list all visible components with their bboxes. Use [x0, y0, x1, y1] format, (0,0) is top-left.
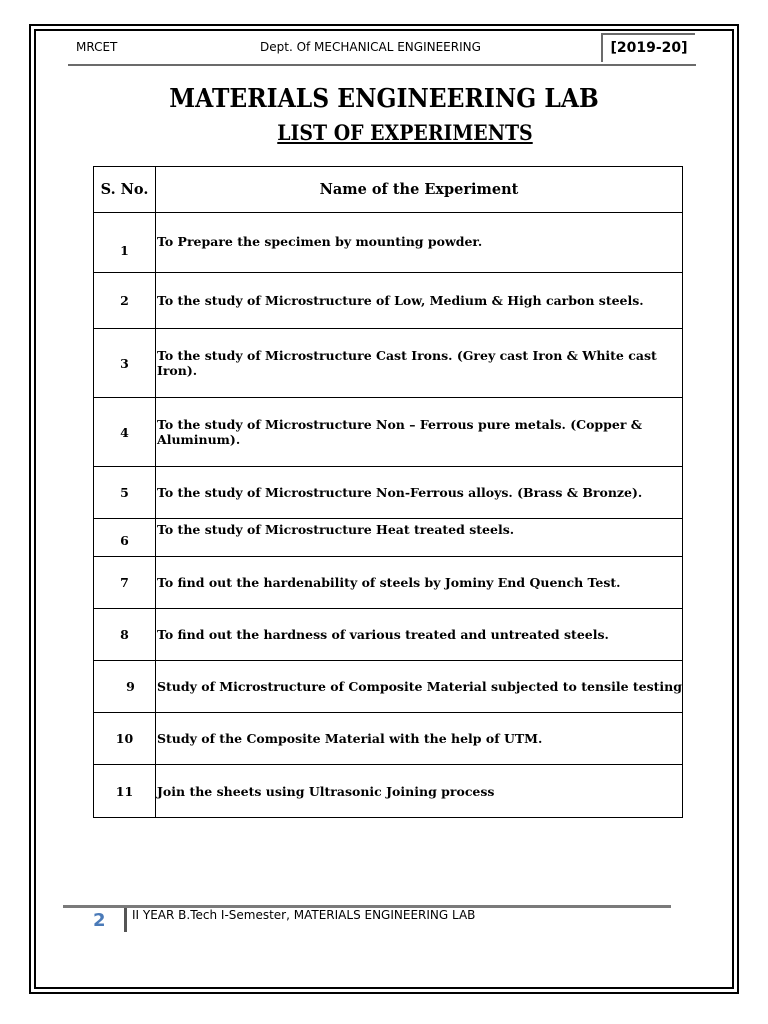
serial-number-cell: 1 — [94, 213, 156, 273]
table-header-row — [94, 167, 683, 213]
serial-number-cell: 10 — [94, 713, 156, 765]
experiment-name-cell: Study of the Composite Material with the help of UTM. — [156, 713, 683, 765]
document-title: MATERIALS ENGINEERING LAB — [169, 84, 599, 114]
table-row — [94, 713, 683, 765]
experiment-name-cell: To find out the hardness of various treated and untreated steels. — [156, 609, 683, 661]
table-row — [94, 661, 683, 713]
serial-number-cell: 9 — [94, 661, 156, 713]
experiment-name-cell: To the study of Microstructure Heat treated steels. — [156, 519, 683, 557]
department-name: Dept. Of MECHANICAL ENGINEERING — [260, 40, 481, 54]
footer-caption: II YEAR B.Tech I-Semester, MATERIALS ENGINEERING LAB — [132, 908, 476, 922]
serial-number-cell: 8 — [94, 609, 156, 661]
table-row — [94, 765, 683, 818]
table-row — [94, 273, 683, 329]
serial-number-cell: 6 — [94, 519, 156, 557]
page-header — [68, 34, 696, 66]
serial-number-cell: 4 — [94, 398, 156, 467]
table-row — [94, 213, 683, 273]
experiments-table — [93, 166, 683, 818]
experiment-name-cell: To the study of Microstructure Non-Ferrous alloys. (Brass & Bronze). — [156, 467, 683, 519]
table-row — [94, 609, 683, 661]
experiment-name-cell: To find out the hardenability of steels by Jominy End Quench Test. — [156, 557, 683, 609]
serial-number-cell: 2 — [94, 273, 156, 329]
column-header-experiment: Name of the Experiment — [156, 167, 683, 213]
experiment-name-cell: To Prepare the specimen by mounting powder. — [156, 213, 683, 273]
serial-number-cell: 7 — [94, 557, 156, 609]
experiment-name-cell: Join the sheets using Ultrasonic Joining process — [156, 765, 683, 818]
academic-year: [2019-20] — [601, 33, 695, 62]
table-row — [94, 329, 683, 398]
table-row — [94, 519, 683, 557]
experiment-name-cell: To the study of Microstructure of Low, Medium & High carbon steels. — [156, 273, 683, 329]
serial-number-cell: 5 — [94, 467, 156, 519]
serial-number-cell: 3 — [94, 329, 156, 398]
serial-number-cell: 11 — [94, 765, 156, 818]
experiment-name-cell: Study of Microstructure of Composite Material subjected to tensile testing — [156, 661, 683, 713]
experiment-name-cell: To the study of Microstructure Cast Irons. (Grey cast Iron & White cast Iron). — [156, 329, 683, 398]
document-subtitle: LIST OF EXPERIMENTS — [277, 120, 533, 145]
table-row — [94, 467, 683, 519]
footer-separator — [124, 908, 127, 932]
page-number: 2 — [93, 910, 106, 931]
experiment-name-cell: To the study of Microstructure Non – Ferrous pure metals. (Copper & Aluminum). — [156, 398, 683, 467]
institution-name: MRCET — [76, 40, 118, 54]
table-row — [94, 557, 683, 609]
column-header-serial: S. No. — [94, 167, 156, 213]
table-row — [94, 398, 683, 467]
